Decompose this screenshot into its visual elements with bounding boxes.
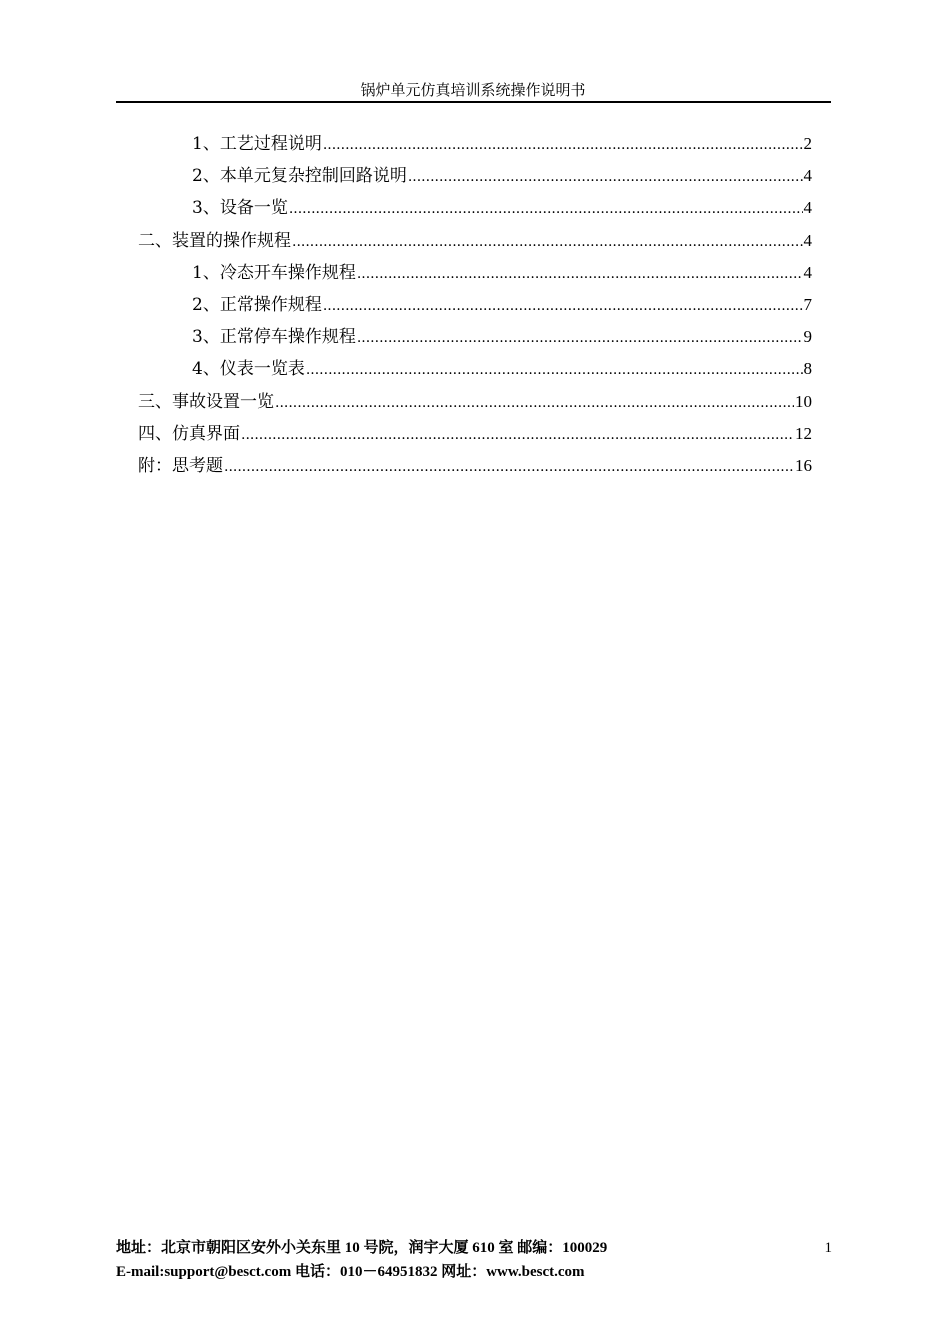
footer-contact: E-mail:support@besct.com 电话：010－64951832 网址：www.besct.com: [116, 1264, 585, 1280]
toc-dot-leader: [408, 162, 803, 192]
toc-entry-label: 附：思考题: [138, 456, 223, 476]
toc-entry-page: 4: [803, 230, 812, 250]
toc-dot-leader: [323, 130, 803, 160]
toc-entry-page: 9: [803, 327, 812, 347]
toc-dot-leader: [357, 259, 803, 289]
toc-entry-page: 8: [803, 359, 812, 379]
toc-entry[interactable]: [138, 451, 812, 481]
toc-dot-leader: [323, 291, 803, 321]
toc-entry-label: 三、事故设置一览: [138, 391, 274, 412]
toc-entry-label: 二、装置的操作规程: [138, 230, 291, 251]
toc-entry[interactable]: [192, 322, 812, 352]
toc-entry[interactable]: [192, 290, 812, 320]
toc-dot-leader: [275, 388, 794, 418]
page-header-title: 锅炉单元仿真培训系统操作说明书: [360, 81, 586, 99]
toc-entry[interactable]: [138, 387, 812, 417]
toc-entry-page: 2: [803, 134, 812, 153]
toc-entry[interactable]: [138, 226, 812, 256]
toc-dot-leader: [357, 323, 803, 353]
toc-entry-label: 4、仪表一览表: [192, 359, 305, 380]
toc-entry-label: 四、仿真界面: [138, 423, 240, 444]
toc-entry-page: 4: [803, 166, 812, 186]
toc-entry-page: 10: [795, 391, 812, 411]
toc-dot-leader: [241, 420, 794, 450]
toc-entry[interactable]: [192, 161, 812, 191]
toc-entry-label: 1、工艺过程说明: [192, 134, 322, 154]
toc-dot-leader: [289, 194, 803, 224]
toc-entry-label: 3、设备一览: [192, 198, 288, 219]
toc-entry[interactable]: [192, 193, 812, 223]
toc-dot-leader: [292, 227, 803, 257]
header-rule: [116, 101, 831, 103]
toc-entry-label: 2、正常操作规程: [192, 295, 322, 315]
page-footer: [116, 1236, 836, 1284]
toc-entry-page: 16: [795, 456, 812, 475]
footer-address: 地址：北京市朝阳区安外小关东里 10 号院，润宇大厦 610 室 邮编：100029: [116, 1240, 608, 1256]
toc-entry-label: 2、本单元复杂控制回路说明: [192, 166, 407, 187]
toc-dot-leader: [306, 355, 803, 385]
toc-entry-page: 4: [803, 262, 812, 282]
page-number: 1: [824, 1240, 832, 1256]
toc-entry-page: 12: [795, 423, 812, 443]
toc-entry-page: 4: [803, 198, 812, 218]
toc-entry-label: 1、冷态开车操作规程: [192, 262, 356, 283]
toc-entry[interactable]: [192, 258, 812, 288]
toc-entry[interactable]: [192, 354, 812, 384]
toc-entry[interactable]: [192, 129, 812, 159]
toc-dot-leader: [224, 452, 794, 482]
toc-entry[interactable]: [138, 419, 812, 449]
toc-entry-label: 3、正常停车操作规程: [192, 327, 356, 348]
toc-entry-page: 7: [803, 295, 812, 314]
